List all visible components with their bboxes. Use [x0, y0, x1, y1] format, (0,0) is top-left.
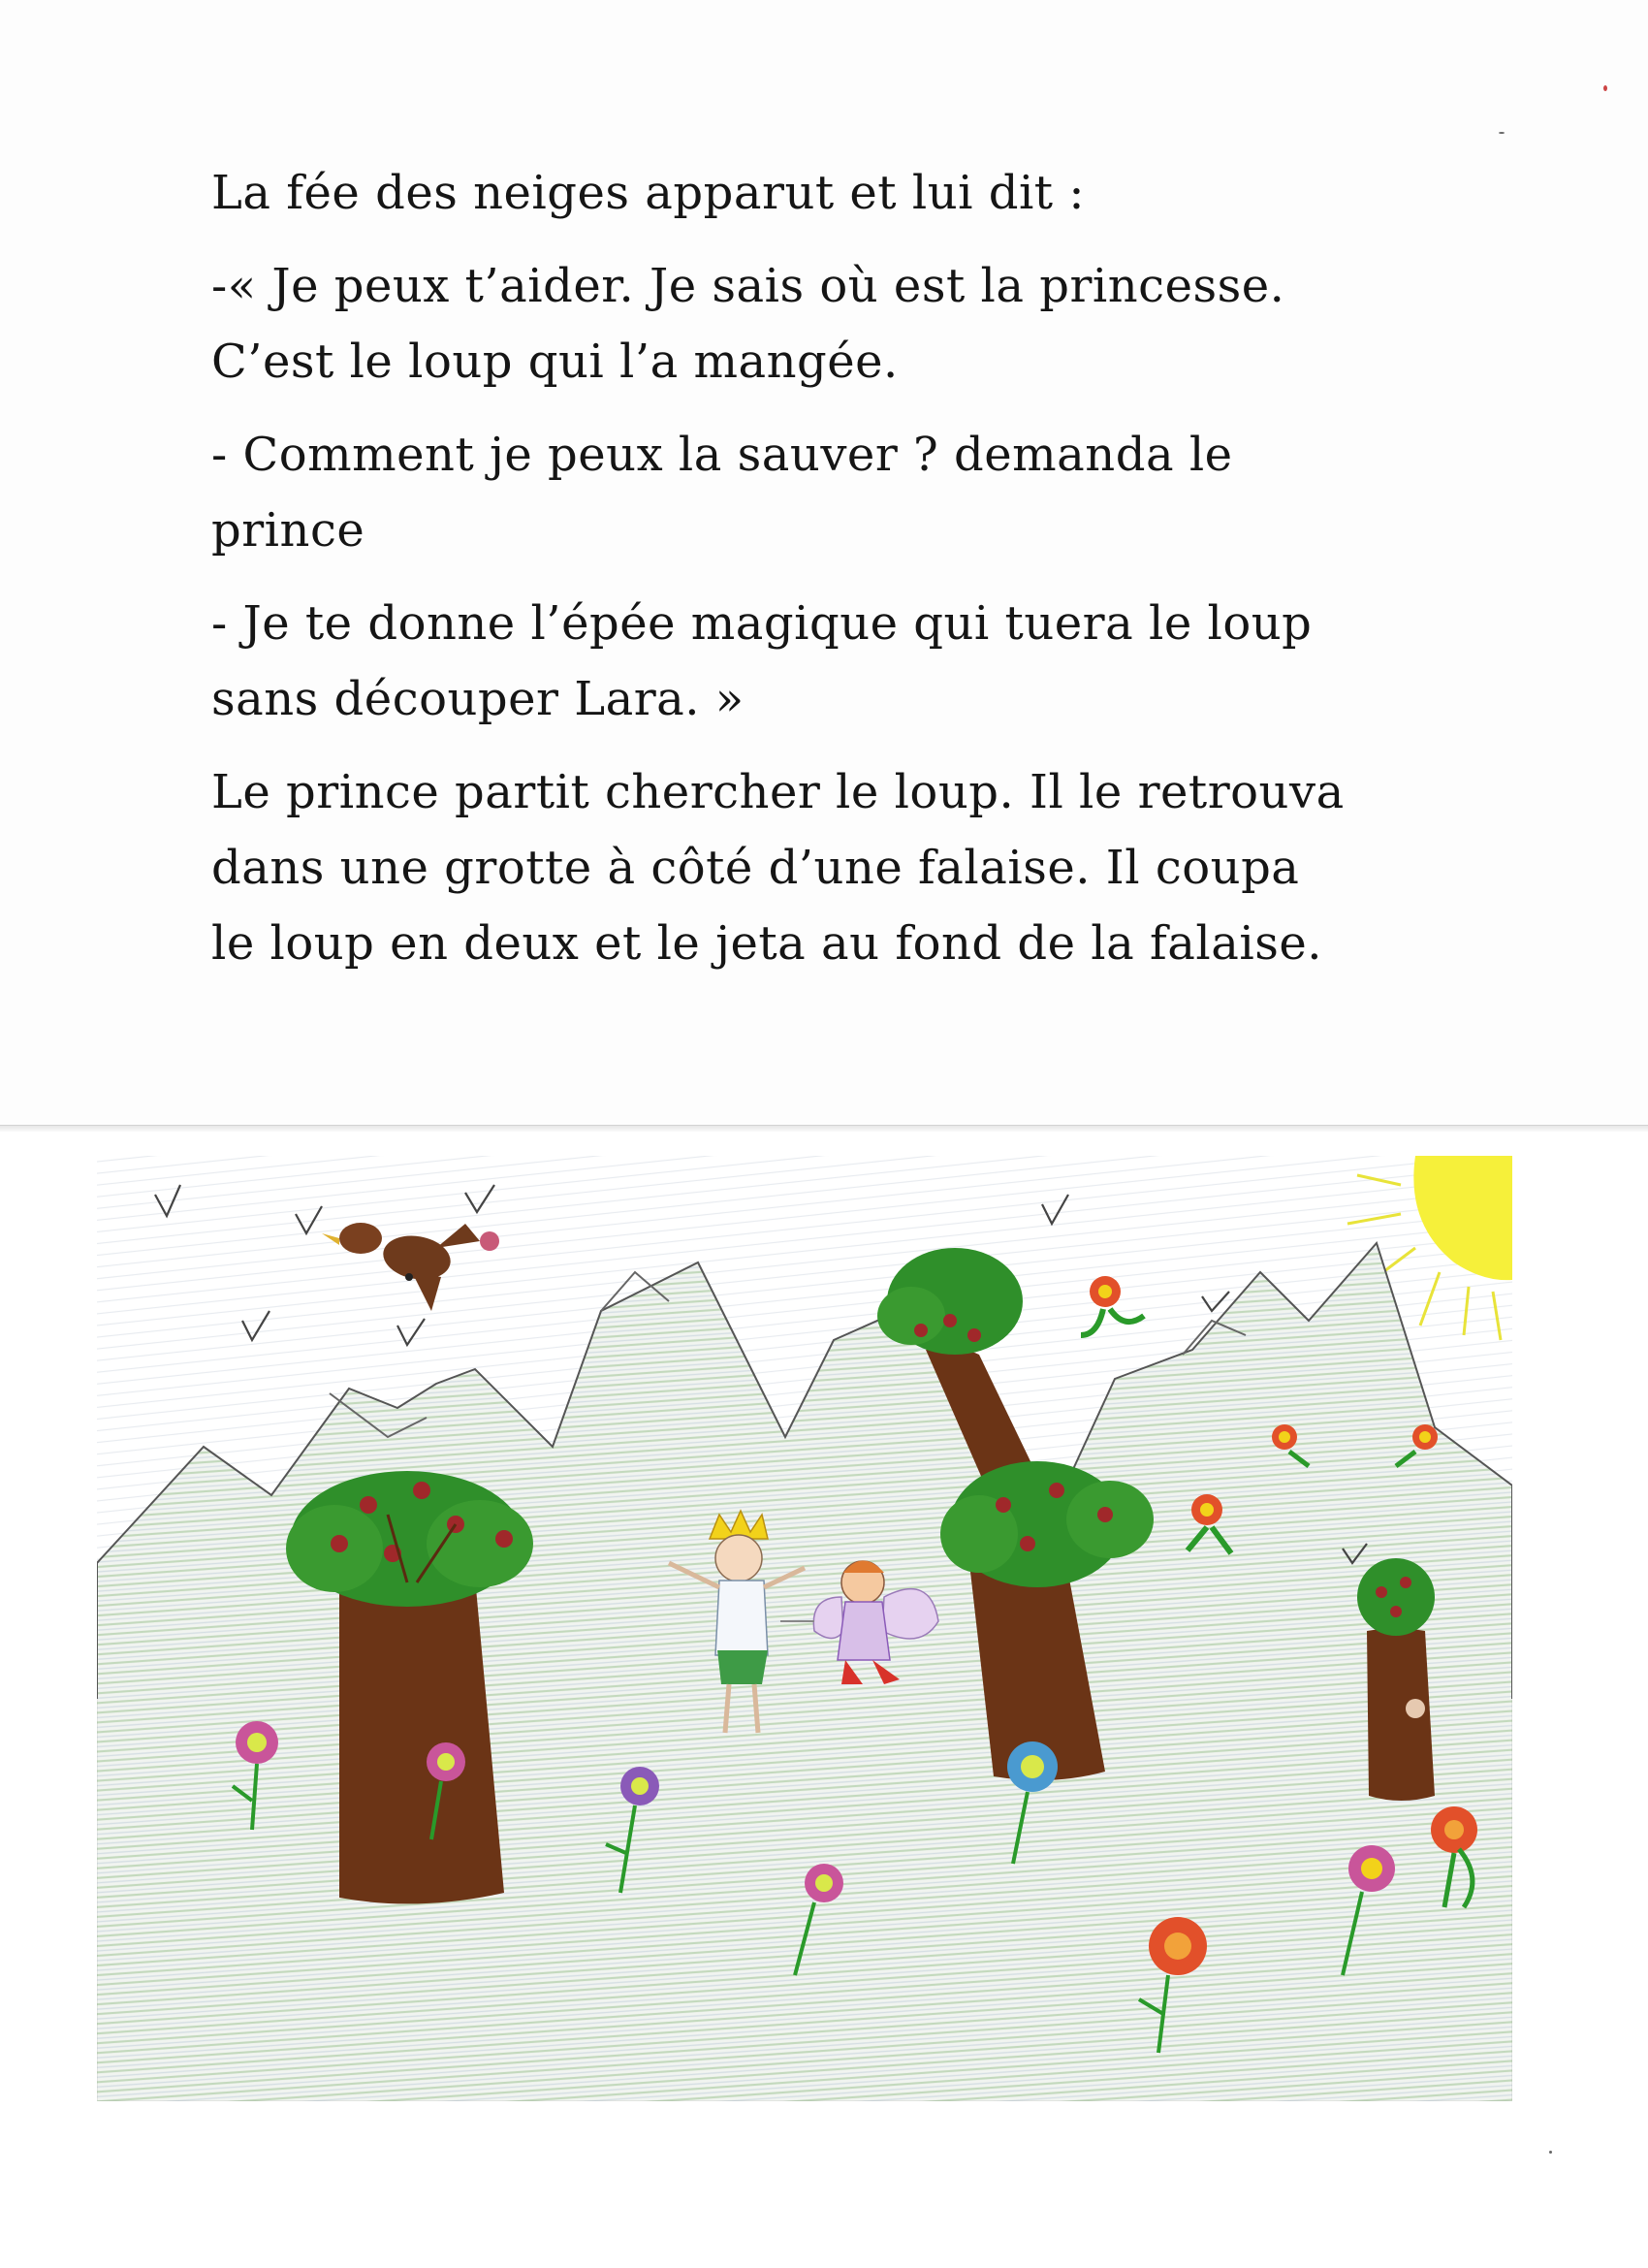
text-line: C’est le loup qui l’a mangée. [211, 335, 899, 389]
text-line: La fée des neiges apparut et lui dit : [211, 166, 1086, 220]
text-line: dans une grotte à côté d’une falaise. Il coupa [211, 841, 1300, 895]
text-line: - Comment je peux la sauver ? demanda le [211, 428, 1233, 482]
text-line: le loup en deux et le jeta au fond de la falaise. [211, 916, 1323, 971]
ground [97, 1699, 1512, 2101]
text-line: sans découper Lara. » [211, 672, 745, 726]
paragraph-prince-defeats-wolf [211, 754, 1452, 981]
text-line: Le prince partit chercher le loup. Il le retrouva [211, 765, 1345, 819]
tree-right [1357, 1558, 1435, 1801]
text-page [0, 0, 1648, 1127]
paragraph-fairy-appears [211, 155, 1452, 231]
paragraph-prince-question [211, 417, 1452, 568]
text-line: -« Je peux t’aider. Je sais où est la princesse. [211, 259, 1285, 313]
illustration [97, 1156, 1512, 2101]
scan-speck [1549, 2151, 1552, 2154]
scan-speck [1499, 132, 1505, 134]
story-text [211, 155, 1452, 999]
text-line: prince [211, 503, 365, 558]
text-line: - Je te donne l’épée magique qui tuera le loup [211, 596, 1313, 651]
paragraph-magic-sword [211, 586, 1452, 737]
scan-speck [1603, 85, 1607, 91]
paragraph-fairy-speech [211, 248, 1452, 399]
page-fold [0, 1125, 1648, 1132]
